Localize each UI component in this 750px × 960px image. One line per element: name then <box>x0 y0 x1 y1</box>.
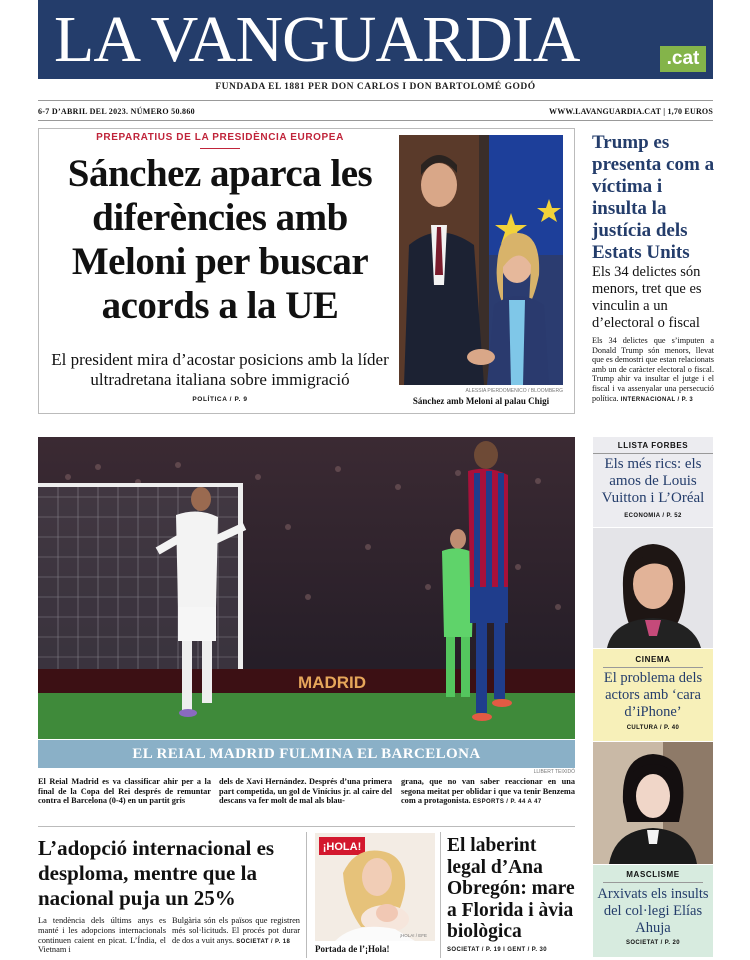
founded-line: FUNDADA EL 1881 PER DON CARLOS I DON BARTOLOMÉ GODÓ <box>215 82 536 92</box>
divider <box>603 667 703 668</box>
adoption-text-col2-body: Bulgària són els països que registren més sol·licituds. El procés pot durar de dos a vuit anys. <box>172 916 300 945</box>
forbes-headline[interactable]: Els més rics: els amos de Louis Vuitton i L’Oréal <box>601 456 705 506</box>
lead-headline[interactable]: Sánchez aparca les diferències amb Meloni per buscar acords a la UE <box>67 152 373 327</box>
divider <box>306 832 307 958</box>
sport-text-col1: El Reial Madrid es va classificar ahir per a la final de la Copa del Rei després de remuntar contra el Barcelona (0-4) en un partit gris <box>38 777 211 806</box>
domain-badge: .cat <box>660 46 706 72</box>
website-price <box>549 107 713 116</box>
masclisme-section-ref: SOCIETAT / P. 20 <box>625 940 681 946</box>
adoption-section-ref: SOCIETAT / P. 18 <box>236 938 291 945</box>
hola-caption: Portada de l’¡Hola! <box>315 944 390 954</box>
masclisme-headline[interactable]: Arxivats els insults del col·legi Elías Ahuja <box>597 886 709 936</box>
photo-credit: ALESSIA PIERDOMENICO / BLOOMBERG <box>465 388 563 394</box>
trump-deck: Els 34 delictes són menors, tret que es vinculin a un d’electoral o fiscal <box>592 264 702 331</box>
sport-text-col3-body: grana, que no van saber reaccionar en una segona meitat per oblidar i que va tenir Benzema com a protagonista. <box>401 777 575 806</box>
divider <box>38 120 713 121</box>
lead-kicker: PREPARATIUS DE LA PRESIDÈNCIA EUROPEA <box>96 132 344 143</box>
divider <box>603 882 703 883</box>
cinema-kicker: CINEMA <box>635 655 671 664</box>
actress-portrait[interactable] <box>593 742 713 864</box>
football-match-photo[interactable] <box>38 437 575 739</box>
trump-body <box>592 336 714 405</box>
website-link[interactable]: WWW.LAVANGUARDIA.CAT <box>549 107 662 116</box>
sport-text-col2: dels de Xavi Hernández. Després d’una primera part competida, un gol de Vinícius jr. al caire del descans va fer molt de mal als blau- <box>219 777 392 806</box>
divider <box>38 826 575 827</box>
cinema-headline[interactable]: El problema dels actors amb ‘cara d’iPhone’ <box>603 670 703 720</box>
hola-cover-photo[interactable] <box>315 833 435 941</box>
kicker-rule <box>200 148 240 149</box>
obregon-headline[interactable]: El laberint legal d’Ana Obregón: mare a Florida i àvia biològica <box>447 835 575 942</box>
price: 1,70 EUROS <box>667 107 713 116</box>
businesswoman-portrait[interactable] <box>593 528 713 648</box>
sport-banner-headline[interactable]: EL REIAL MADRID FULMINA EL BARCELONA <box>132 746 481 762</box>
trump-headline[interactable]: Trump es presenta com a víctima i insulta la justícia dels Estats Units <box>592 132 715 263</box>
hola-photo-credit: ¡HOLA! / EFE <box>399 933 427 938</box>
trump-section-ref: INTERNACIONAL / P. 3 <box>620 396 694 403</box>
adoption-text-col1: La tendència dels últims anys es manté i les adopcions internacionals continuen caient en picat. L’Índia, el Vietnam i <box>38 916 166 955</box>
divider <box>440 832 441 958</box>
price-separator: | <box>663 107 668 116</box>
hola-masthead: ¡HOLA! <box>322 841 362 853</box>
sport-section-ref: ESPORTS / P. 44 A 47 <box>472 799 542 806</box>
photo-credit: LLIBERT TEIXIDÓ <box>533 769 575 775</box>
newspaper-logo[interactable]: LA VANGUARDIA <box>54 3 580 76</box>
masclisme-kicker: MASCLISME <box>626 870 680 879</box>
photo-caption: Sánchez amb Meloni al palau Chigi <box>412 396 550 406</box>
lead-deck: El president mira d’acostar posicions amb la líder ultradretana italiana sobre immigració <box>51 350 389 389</box>
divider <box>38 100 713 101</box>
cinema-section-ref: CULTURA / P. 40 <box>626 725 680 731</box>
obregon-section-ref: SOCIETAT / P. 19 I GENT / P. 30 <box>447 947 547 953</box>
lead-section-ref: POLÍTICA / P. 9 <box>192 396 248 403</box>
sport-text-col3 <box>401 777 575 808</box>
dateline: 6-7 D’ABRIL DEL 2023. NÚMERO 50.860 <box>38 107 195 116</box>
sanchez-meloni-photo[interactable] <box>399 135 563 385</box>
forbes-kicker: LLISTA FORBES <box>617 441 689 450</box>
divider <box>593 453 713 454</box>
forbes-section-ref: ECONOMIA / P. 52 <box>624 513 682 519</box>
adoption-text-col2 <box>172 916 300 947</box>
scoreboard-text: MADRID <box>298 673 366 692</box>
adoption-headline[interactable]: L’adopció internacional es desploma, mentre que la nacional puja un 25% <box>38 836 275 910</box>
trump-body-text: Els 34 delictes que s’imputen a Donald Trump són menors, llevat que es demostri que estan relacionats amb un de caràcter electoral o fiscal. Trump ahir va insultar el jutge i el fiscal i va assenyalar una persecució política. <box>592 336 714 403</box>
